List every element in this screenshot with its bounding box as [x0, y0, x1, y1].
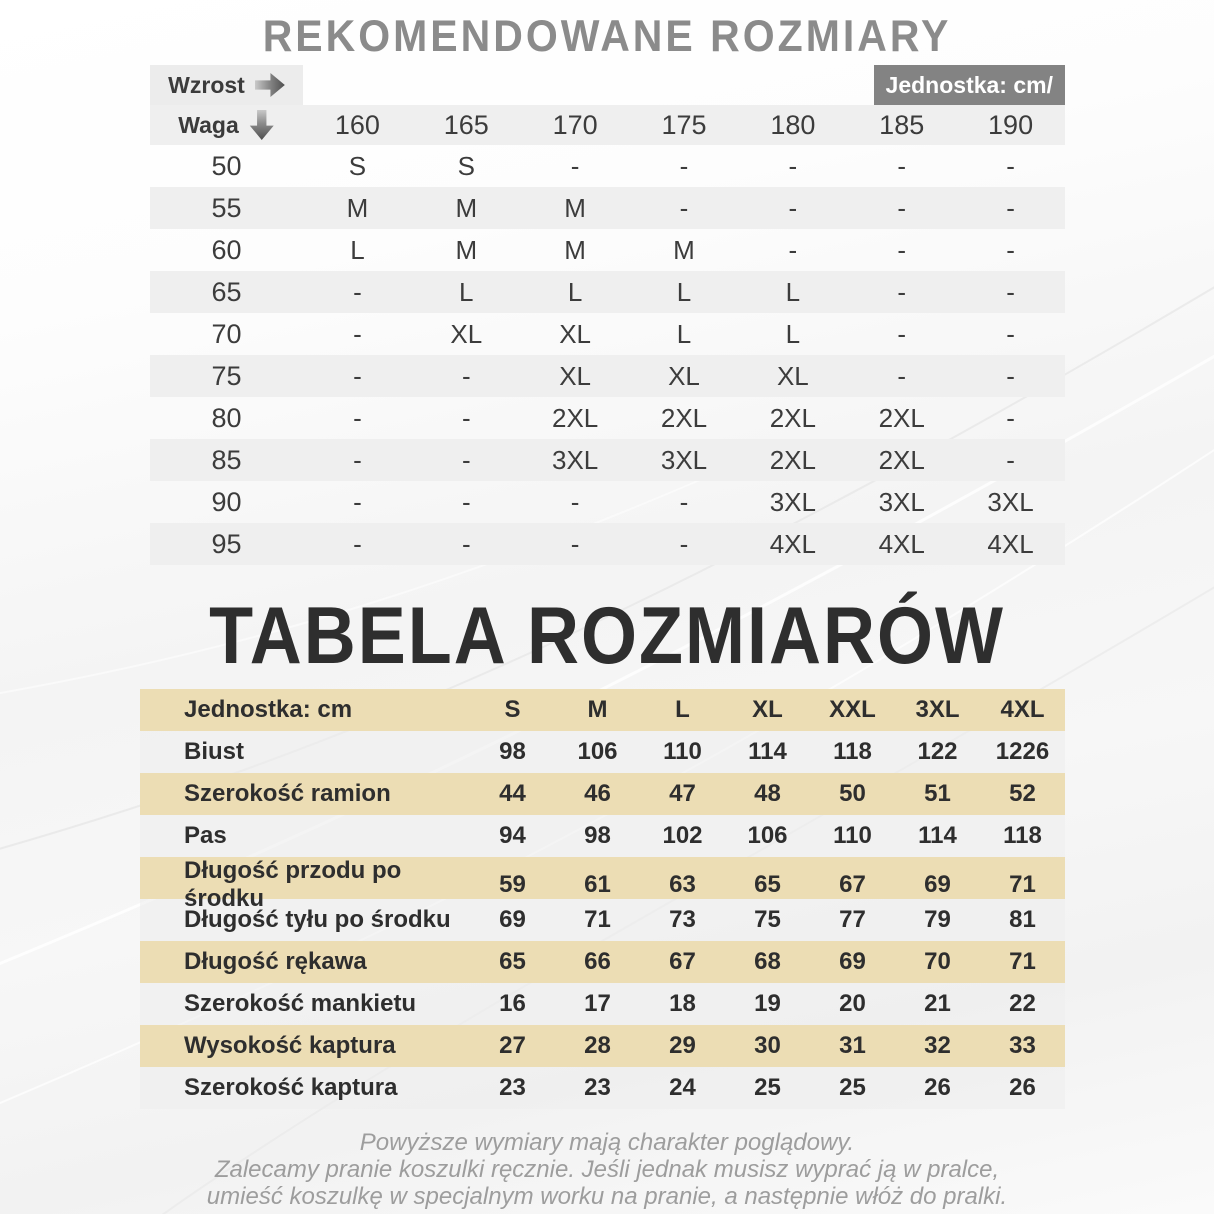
size-cell: -: [679, 486, 689, 517]
measurement-value: 59: [499, 871, 526, 898]
unit-header-cell: Jednostka: cm: [184, 696, 353, 723]
measurements-table: [140, 689, 1065, 1109]
measurement-value: 50: [839, 780, 866, 807]
measurement-value: 46: [584, 780, 611, 807]
weight-axis-corner: [150, 105, 303, 145]
measurement-value: 32: [924, 1032, 951, 1059]
recommended-row: [150, 187, 1065, 229]
height-axis-corner: [150, 65, 303, 105]
measurement-value: 66: [584, 948, 611, 975]
size-cell: XL: [776, 360, 809, 391]
size-cell: -: [788, 150, 798, 181]
size-cell: -: [897, 234, 907, 265]
size-cell: -: [570, 150, 580, 181]
footer-line-1: Powyższe wymiary mają charakter poglądowy.: [359, 1129, 855, 1156]
size-cell: M: [455, 192, 478, 223]
measurement-value: 44: [499, 780, 526, 807]
measurement-row: [140, 773, 1065, 815]
measurement-label: Szerokość mankietu: [184, 990, 417, 1017]
measurement-value: 114: [748, 738, 787, 765]
measurement-value: 69: [839, 948, 866, 975]
size-cell: S: [348, 150, 367, 181]
measurement-label: Pas: [184, 822, 227, 849]
measurement-value: 29: [669, 1032, 696, 1059]
recommended-row: [150, 313, 1065, 355]
measurement-value: 118: [833, 738, 872, 765]
size-cell: -: [788, 234, 798, 265]
measurement-value: 1226: [995, 738, 1050, 765]
measurement-value: 77: [839, 906, 866, 933]
measurement-value: 17: [584, 990, 611, 1017]
size-cell: -: [1006, 192, 1015, 223]
measurement-row: [140, 983, 1065, 1025]
weight-cell: 95: [211, 528, 242, 559]
size-cell: L: [459, 276, 474, 307]
measurement-value: 70: [924, 948, 951, 975]
height-header-cell: 165: [443, 109, 489, 140]
measurement-value: 27: [499, 1032, 526, 1059]
size-cell: -: [353, 528, 362, 559]
recommended-row: [150, 229, 1065, 271]
measurement-value: 122: [917, 738, 958, 765]
size-cell: 4XL: [987, 528, 1034, 559]
footer-line-2: Zalecamy pranie koszulki ręcznie. Jeśli jednak musisz wyprać ją w pralce,: [214, 1156, 1000, 1183]
size-column-header: 3XL: [915, 696, 960, 723]
measurement-value: 79: [924, 906, 951, 933]
size-cell: -: [897, 318, 907, 349]
weight-cell: 65: [211, 276, 242, 307]
measurement-label: Szerokość kaptura: [184, 1074, 398, 1101]
size-cell: 2XL: [769, 444, 816, 475]
measurement-row: [140, 815, 1065, 857]
size-cell: XL: [668, 360, 700, 391]
measurement-value: 118: [1003, 822, 1042, 849]
size-cell: XL: [450, 318, 483, 349]
measurement-value: 69: [924, 871, 951, 898]
arrow-down-icon: [249, 110, 275, 140]
unit-badge: Jednostka: cm/: [874, 65, 1065, 105]
size-cell: 2XL: [660, 402, 708, 433]
measurement-row: [140, 857, 1065, 912]
height-axis-label: Wzrost: [168, 71, 245, 98]
footer-line-3: umieść koszulkę w specjalnym worku na pranie, a następnie włóż do pralki.: [206, 1183, 1008, 1210]
footer-note: [0, 1129, 1214, 1210]
measurement-value: 24: [669, 1074, 696, 1101]
size-cell: -: [679, 528, 689, 559]
size-cell: 3XL: [987, 486, 1034, 517]
height-header-cell: 180: [770, 109, 816, 140]
measurement-label: Biust: [184, 738, 244, 765]
size-cell: -: [461, 402, 471, 433]
size-cell: L: [676, 318, 692, 349]
weight-cell: 80: [211, 402, 242, 433]
size-column-header: L: [675, 696, 690, 723]
size-cell: -: [461, 486, 471, 517]
measurement-label: Długość tyłu po środku: [184, 906, 451, 933]
measurement-value: 18: [669, 990, 696, 1017]
measurement-value: 98: [499, 738, 526, 765]
measurement-value: 47: [669, 780, 696, 807]
measurement-value: 71: [1009, 948, 1036, 975]
measurement-value: 26: [924, 1074, 951, 1101]
measurements-table-body: [140, 731, 1065, 1109]
size-cell: -: [353, 444, 362, 475]
size-cell: -: [1006, 402, 1015, 433]
page-title: REKOMENDOWANE ROZMIARY: [262, 10, 952, 61]
measurement-value: 98: [584, 822, 611, 849]
size-column-header: XXL: [829, 696, 876, 723]
measurement-value: 67: [669, 948, 696, 975]
measurement-row: [140, 731, 1065, 773]
size-cell: XL: [559, 360, 592, 391]
weight-axis-label: Waga: [178, 111, 239, 138]
measurement-value: 110: [663, 738, 702, 765]
size-cell: 2XL: [878, 402, 925, 433]
measurement-value: 63: [669, 871, 696, 898]
recommended-row: [150, 355, 1065, 397]
measurement-value: 25: [754, 1074, 781, 1101]
arrow-right-icon: [255, 72, 285, 98]
size-cell: S: [457, 150, 475, 181]
size-cell: -: [570, 486, 580, 517]
size-cell: -: [461, 360, 471, 391]
measurement-value: 23: [584, 1074, 611, 1101]
size-cell: -: [897, 150, 907, 181]
size-cell: -: [570, 528, 580, 559]
recommended-row: [150, 481, 1065, 523]
measurement-value: 106: [577, 738, 618, 765]
weight-cell: 60: [211, 234, 242, 265]
measurement-row: [140, 1025, 1065, 1067]
weight-cell: 75: [211, 360, 242, 391]
size-cell: 3XL: [769, 486, 816, 517]
size-cell: L: [785, 318, 801, 349]
size-cell: -: [1006, 360, 1015, 391]
size-cell: 3XL: [552, 444, 599, 475]
height-header-cell: 185: [879, 109, 925, 140]
measurement-label: Długość przodu po środku: [184, 857, 402, 912]
measurement-value: 67: [839, 871, 866, 898]
weight-cell: 90: [211, 486, 242, 517]
measurement-value: 33: [1009, 1032, 1036, 1059]
height-header-cell: 160: [334, 109, 380, 140]
size-cell: M: [673, 234, 695, 265]
size-cell: -: [1006, 318, 1015, 349]
measurement-value: 71: [1009, 871, 1036, 898]
measurement-row: [140, 899, 1065, 941]
measurement-value: 61: [584, 871, 611, 898]
measurement-value: 69: [499, 906, 526, 933]
measurement-value: 81: [1009, 906, 1036, 933]
recommended-sizes-table: [150, 65, 1065, 565]
size-cell: 2XL: [769, 402, 816, 433]
size-cell: -: [461, 528, 471, 559]
size-cell: 3XL: [878, 486, 925, 517]
measurement-value: 31: [839, 1032, 866, 1059]
measurement-row: [140, 941, 1065, 983]
size-column-header: XL: [752, 696, 783, 723]
weight-cell: 55: [211, 192, 242, 223]
size-cell: 4XL: [769, 528, 816, 559]
measurement-value: 68: [754, 948, 781, 975]
recommended-row: [150, 523, 1065, 565]
height-header-cell: 175: [661, 109, 707, 140]
measurement-label: Długość rękawa: [184, 948, 367, 975]
size-cell: -: [1006, 276, 1015, 307]
measurement-value: 65: [754, 871, 781, 898]
size-cell: -: [1006, 150, 1015, 181]
measurement-value: 25: [839, 1074, 866, 1101]
size-cell: 3XL: [660, 444, 708, 475]
measurement-value: 28: [584, 1032, 611, 1059]
height-header-cell: 170: [552, 109, 598, 140]
size-cell: -: [897, 360, 907, 391]
size-cell: 2XL: [552, 402, 599, 433]
recommended-row: [150, 145, 1065, 187]
size-cell: L: [567, 276, 583, 307]
size-cell: -: [353, 318, 362, 349]
size-cell: -: [353, 486, 362, 517]
measurement-value: 102: [662, 822, 703, 849]
measurement-value: 94: [499, 822, 526, 849]
size-cell: -: [461, 444, 471, 475]
size-column-header: S: [504, 696, 521, 723]
size-cell: L: [350, 234, 365, 265]
size-cell: -: [353, 276, 362, 307]
measurement-value: 71: [584, 906, 611, 933]
measurement-value: 30: [754, 1032, 781, 1059]
recommended-header-row-weight: [150, 105, 1065, 145]
size-column-header: 4XL: [1000, 696, 1045, 723]
size-cell: M: [455, 234, 478, 265]
size-cell: XL: [559, 318, 592, 349]
size-cell: L: [676, 276, 692, 307]
size-cell: 2XL: [878, 444, 925, 475]
measurement-value: 106: [747, 822, 788, 849]
size-table-title: TABELA ROZMIARÓW: [209, 591, 1005, 681]
size-cell: -: [1006, 444, 1015, 475]
measurement-row: [140, 1067, 1065, 1109]
size-cell: -: [1006, 234, 1015, 265]
size-cell: -: [353, 360, 362, 391]
measurement-value: 114: [918, 822, 957, 849]
weight-cell: 50: [211, 150, 242, 181]
recommended-row: [150, 397, 1065, 439]
measurement-value: 20: [839, 990, 866, 1017]
recommended-row: [150, 271, 1065, 313]
size-cell: M: [346, 192, 369, 223]
size-cell: -: [679, 150, 689, 181]
size-cell: 4XL: [878, 528, 925, 559]
measurement-value: 23: [499, 1074, 526, 1101]
measurement-value: 52: [1009, 780, 1036, 807]
size-cell: -: [788, 192, 798, 223]
size-cell: M: [564, 192, 586, 223]
measurement-value: 65: [499, 948, 526, 975]
measurement-value: 110: [833, 822, 872, 849]
size-cell: L: [785, 276, 801, 307]
measurement-value: 73: [669, 906, 696, 933]
measurement-value: 16: [499, 990, 526, 1017]
recommended-header-row-height: [150, 65, 1065, 105]
size-cell: -: [353, 402, 362, 433]
measurement-value: 51: [924, 780, 951, 807]
measurement-value: 22: [1009, 990, 1036, 1017]
size-cell: M: [564, 234, 586, 265]
size-column-header: M: [587, 696, 608, 723]
measurement-label: Szerokość ramion: [184, 780, 391, 807]
size-cell: -: [897, 192, 907, 223]
measurement-value: 26: [1009, 1074, 1036, 1101]
recommended-table-body: [150, 145, 1065, 565]
weight-cell: 70: [211, 318, 242, 349]
size-cell: -: [679, 192, 689, 223]
size-cell: -: [897, 276, 907, 307]
measurement-value: 19: [754, 990, 781, 1017]
weight-cell: 85: [211, 444, 242, 475]
measurement-value: 21: [924, 990, 951, 1017]
recommended-row: [150, 439, 1065, 481]
measurement-value: 75: [754, 906, 781, 933]
height-header-cell: 190: [988, 109, 1034, 140]
measurement-value: 48: [754, 780, 781, 807]
measurement-label: Wysokość kaptura: [184, 1032, 396, 1059]
